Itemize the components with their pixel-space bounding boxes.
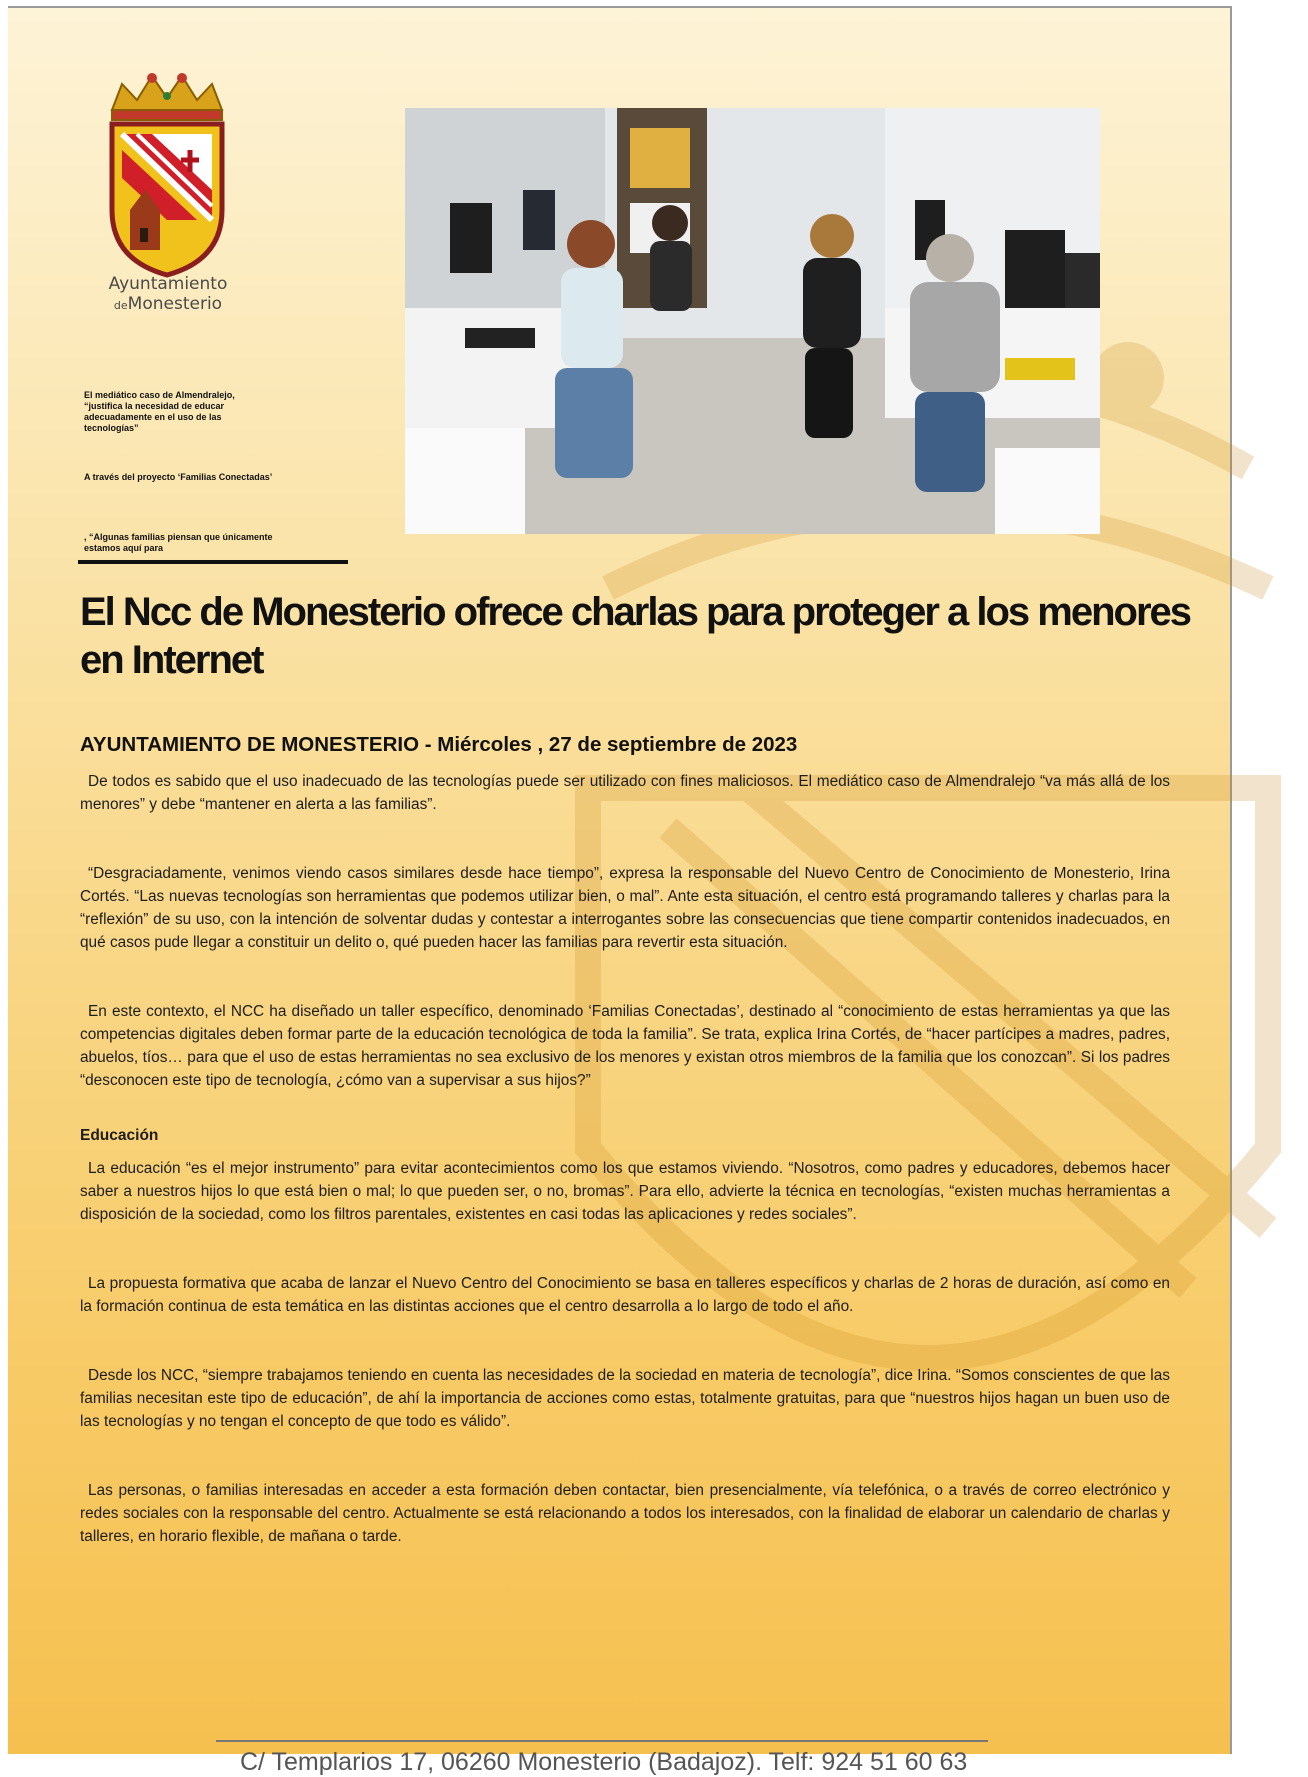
logo-line-2-small: de [113,299,128,312]
logo-line-2: Monesterio [127,294,223,314]
paragraph-5: La propuesta formativa que acaba de lanzar el Nuevo Centro del Conocimiento se basa en talleres específicos y charlas de 2 horas de duración, así como en la formación continua de esta temática en las distintas acciones que el centro desarrolla a lo largo de todo el año. [80,1275,1170,1315]
subheading-educacion: Educación [80,1127,159,1144]
article-body [80,770,1170,1594]
article-byline: AYUNTAMIENTO DE MONESTERIO - Miércoles , 27 de septiembre de 2023 [80,733,798,756]
logo-line-1: Ayuntamiento [108,274,228,294]
logo-wordmark [88,274,248,316]
paragraph-4: La educación “es el mejor instrumento” para evitar acontecimientos como los que estamos viviendo. “Nosotros, como padres y educadores, debemos hacer saber a nuestros hijos lo que está bien o mal; lo que pueden ser, o no, bromas”. Para ello, advierte la técnica en tecnologías, “existen muchas herramientas a disposición de la sociedad, como los filtros parentales, existentes en casi todas las aplicaciones y redes sociales”. [80,1160,1170,1223]
article-photo [405,108,1100,534]
side-note-3: , “Algunas familias piensan que únicamente estamos aquí para [84,532,273,553]
side-note-2: A través del proyecto ‘Familias Conectadas’ [84,472,273,482]
paragraph-7: Las personas, o familias interesadas en acceder a esta formación deben contactar, bien presencialmente, vía telefónica, o a través de correo electrónico y redes sociales con la responsable del centro. Actualmente se está relacionando a todos los interesados, con la finalidad de elaborar un calendario de charlas y talleres, en horario flexible, de mañana o tarde. [80,1482,1170,1545]
footer-rule [216,1740,988,1742]
paragraph-1: De todos es sabido que el uso inadecuado de las tecnologías puede ser utilizado con fines maliciosos. El mediático caso de Almendralejo “va más allá de los menores” y debe “mantener en alerta a las familias”. [80,773,1170,813]
divider-rule [78,560,348,564]
side-note-1: El mediático caso de Almendralejo, “justifica la necesidad de educar adecuadamente en el uso de las tecnologías” [84,390,235,433]
footer-address: C/ Templarios 17, 06260 Monesterio (Badajoz). Telf: 924 51 60 63 [240,1748,968,1776]
paragraph-2: “Desgraciadamente, venimos viendo casos similares desde hace tiempo”, expresa la responsable del Nuevo Centro de Conocimiento de Monesterio, Irina Cortés. “Las nuevas tecnologías son herramientas que podemos utilizar bien, o mal”. Ante esta situación, el centro está programando talleres y charlas para la “reflexión” de su uso, con la intención de solventar dudas y contestar a interrogantes sobre las consecuencias que tiene compartir contenidos inadecuados, en qué casos pude llegar a constituir un delito o, qué pueden hacer las familias para revertir esta situación. [80,865,1170,951]
article-title: El Ncc de Monesterio ofrece charlas para proteger a los menores en Internet [80,590,1191,682]
paragraph-6: Desde los NCC, “siempre trabajamos teniendo en cuenta las necesidades de la sociedad en materia de tecnología”, dice Irina. “Somos conscientes de que las familias necesitan este tipo de educación”, de ahí la importancia de acciones como estas, totalmente gratuitas, para que “nuestros hijos hagan un buen uso de las tecnologías y no tengan el concepto de que todo es válido”. [80,1367,1170,1430]
paragraph-3: En este contexto, el NCC ha diseñado un taller específico, denominado ‘Familias Conectadas’, destinado al “conocimiento de estas herramientas ya que las competencias digitales deben formar parte de la educación tecnológica de toda la familia”. Se trata, explica Irina Cortés, de “hacer partícipes a madres, padres, abuelos, tíos… para que el uso de estas herramientas no sea exclusivo de los menores y existan otros miembros de la familia que los conozcan”. Si los padres “desconocen este tipo de tecnología, ¿cómo van a supervisar a sus hijos?” [80,1003,1170,1089]
document-page [8,6,1232,1776]
